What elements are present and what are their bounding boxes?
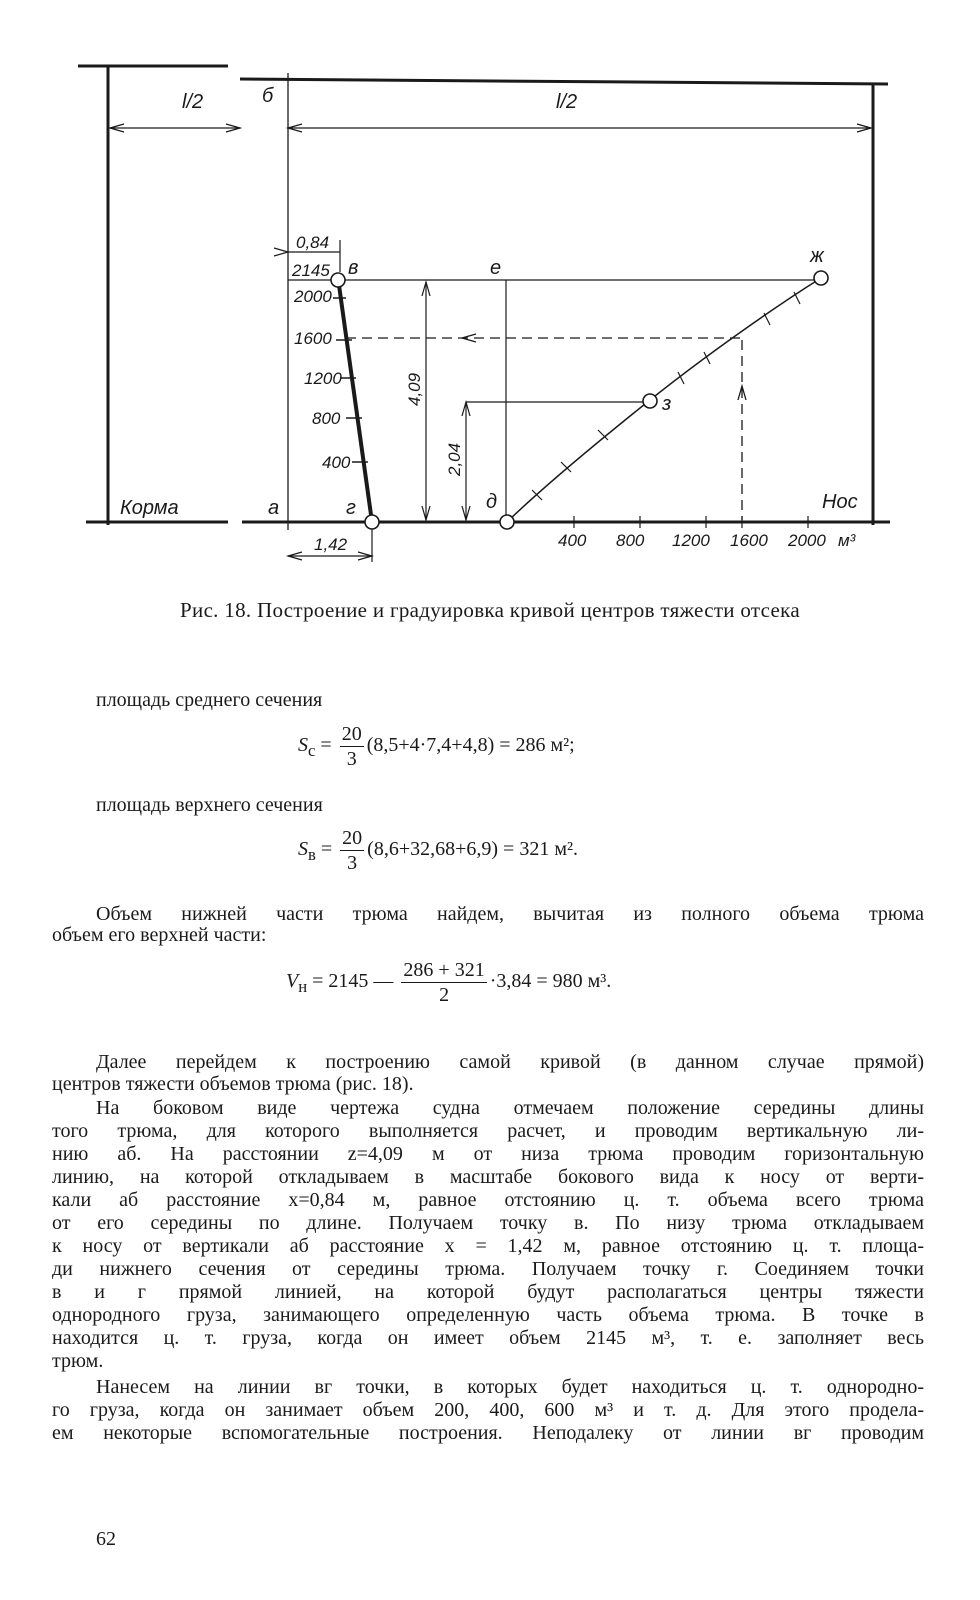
text-p5-line10: однородного груза, занимающего определенную часть объема трюма. В точке в (52, 1304, 924, 1326)
formula-sv: $S_в$ = $\frac{20}{3}$ (8,6+32,68+6,9) = 321 м². (298, 827, 578, 874)
formula-vn-mid: = 2145 — (307, 970, 394, 993)
figure-18-diagram (0, 0, 980, 590)
text-p6-line2: го груза, когда он занимает объем 200, 400, 600 м³ и т. д. Для этого продела- (52, 1399, 924, 1421)
label-dim-409: 4,09 (405, 372, 424, 406)
label-point-a: а (268, 497, 280, 519)
page-number: 62 (96, 1528, 116, 1550)
formula-vn (286, 958, 611, 1007)
text-p5-line9: в и г прямой линией, на которой будут располагаться центры тяжести (52, 1281, 924, 1303)
label-point-v: в (348, 257, 359, 279)
text-p5-line7: к носу от вертикали аб расстояние x = 1,42 м, равное отстоянию ц. т. площа- (52, 1235, 924, 1257)
text-p5-line4: линию, на которой откладываем в масштабе бокового вида к носу от верти- (52, 1166, 924, 1188)
formula-sv-den: 3 (347, 852, 358, 874)
formula-sv-lhs: S (298, 838, 308, 861)
text-p4-line1: Далее перейдем к построению самой кривой (в данном случае прямой) (96, 1051, 924, 1073)
text-p5-line8: ди нижнего сечения от середины трюма. Получаем точку г. Соединяем точки (52, 1258, 924, 1280)
point-g (365, 515, 379, 529)
text-p5-line6: от его середины по длине. Получаем точку в. По низу трюма откладываем (52, 1212, 924, 1234)
label-400: 400 (322, 453, 351, 472)
label-point-g: г (346, 497, 356, 519)
x-tick-1600: 1600 (730, 531, 768, 550)
text-p5-line5: кали аб расстояние x=0,84 м, равное отстоянию ц. т. объема всего трюма (52, 1189, 924, 1211)
point-v (331, 273, 345, 287)
label-dim-084: 0,84 (296, 233, 330, 252)
formula-vn-rest: ·3,84 = 980 м³. (489, 970, 612, 993)
x-tick-400: 400 (558, 531, 587, 550)
text-p5-line12: трюм. (52, 1350, 104, 1372)
formula-vn-sub: н (298, 977, 308, 997)
label-korma: Корма (120, 497, 179, 519)
x-tick-800: 800 (616, 531, 645, 550)
point-d (500, 515, 514, 529)
x-unit: м³ (838, 531, 856, 550)
label-dim-204: 2,04 (445, 442, 464, 476)
label-point-e: е (490, 257, 502, 279)
x-tick-2000: 2000 (788, 531, 826, 550)
text-p6-line1: Нанесем на линии вг точки, в которых будет находиться ц. т. однородно- (96, 1376, 924, 1398)
formula-sc-den: 3 (346, 748, 357, 770)
point-zh (814, 271, 828, 285)
formula-sc: $S_с$ = $\frac{20}{3}$ (8,5+4·7,4+4,8) = 286 м²; (298, 723, 575, 770)
text-p5-line11: находится ц. т. груза, когда он имеет объем 2145 м³, т. е. заполняет весь (52, 1327, 924, 1349)
formula-sc-num: 20 (341, 723, 362, 745)
label-dim-142: 1,42 (314, 535, 348, 554)
label-1200: 1200 (304, 369, 342, 388)
text-volume-line1: Объем нижней части трюма найдем, вычитая из полного объема трюма (96, 903, 924, 925)
label-2000: 2000 (294, 287, 332, 306)
label-point-d: д (486, 491, 498, 513)
label-nos: Нос (822, 491, 858, 513)
text-p5-line2: того трюма, для которого выполняется расчет, и проводим вертикальную ли- (52, 1120, 924, 1142)
x-tick-1200: 1200 (672, 531, 710, 550)
text-top-section: площадь верхнего сечения (96, 794, 323, 816)
formula-sc-rest: (8,5+4·7,4+4,8) = 286 м²; (366, 734, 575, 757)
formula-sv-num: 20 (342, 827, 363, 849)
point-z (643, 394, 657, 408)
label-800: 800 (312, 409, 341, 428)
formula-vn-den: 2 (439, 984, 450, 1006)
label-point-zh: ж (810, 245, 824, 267)
formula-sc-sub: с (308, 741, 316, 761)
label-1600: 1600 (294, 329, 332, 348)
text-p5-line3: нию аб. На расстоянии z=4,09 м от низа трюма проводим горизонтальную (52, 1143, 924, 1165)
formula-vn-lhs: V (286, 970, 299, 993)
text-p5-line1: На боковом виде чертежа судна отмечаем положение середины длины (96, 1097, 924, 1119)
formula-sv-rest: (8,6+32,68+6,9) = 321 м². (367, 838, 578, 861)
text-p4-line2: центров тяжести объемов трюма (рис. 18). (52, 1073, 414, 1095)
formula-sc-lhs: S (298, 734, 308, 757)
formula-sv-sub: в (308, 845, 316, 865)
text-p6-line3: ем некоторые вспомогательные построения. Неподалеку от линии вг проводим (52, 1422, 924, 1444)
formula-vn-num: 286 + 321 (403, 959, 485, 981)
label-point-z: з (662, 393, 672, 415)
figure-caption: Рис. 18. Построение и градуировка кривой центров тяжести отсека (180, 598, 800, 622)
text-volume-line2: объем его верхней части: (52, 924, 267, 946)
label-half-l-left: l/2 (182, 91, 204, 113)
label-half-l-right: l/2 (556, 91, 578, 113)
label-2145: 2145 (292, 261, 330, 280)
label-b: б (262, 85, 274, 107)
text-mid-section: площадь среднего сечения (96, 689, 323, 711)
